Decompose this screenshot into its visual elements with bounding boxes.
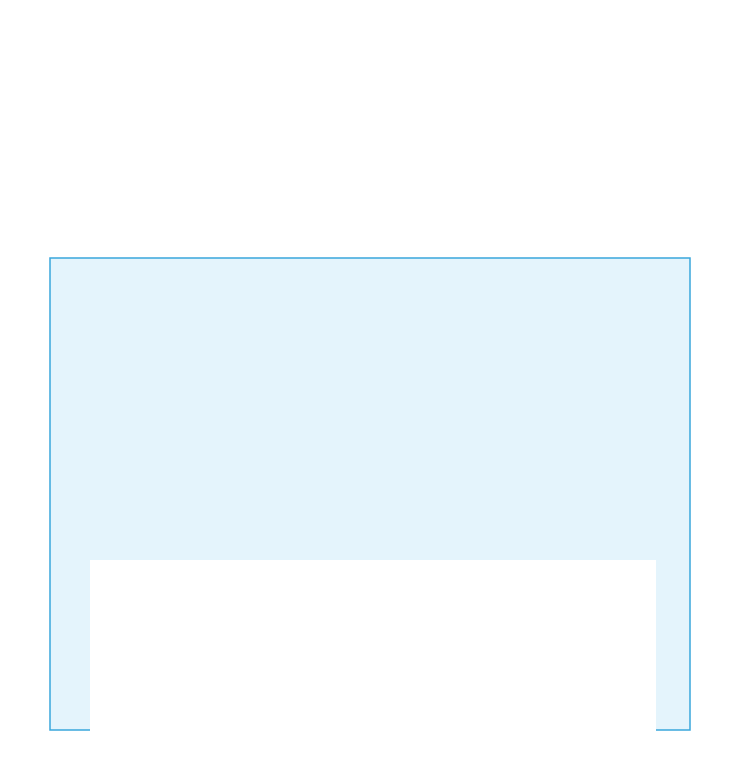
project-figure <box>44 242 694 752</box>
network-and-load-chart <box>44 242 694 752</box>
